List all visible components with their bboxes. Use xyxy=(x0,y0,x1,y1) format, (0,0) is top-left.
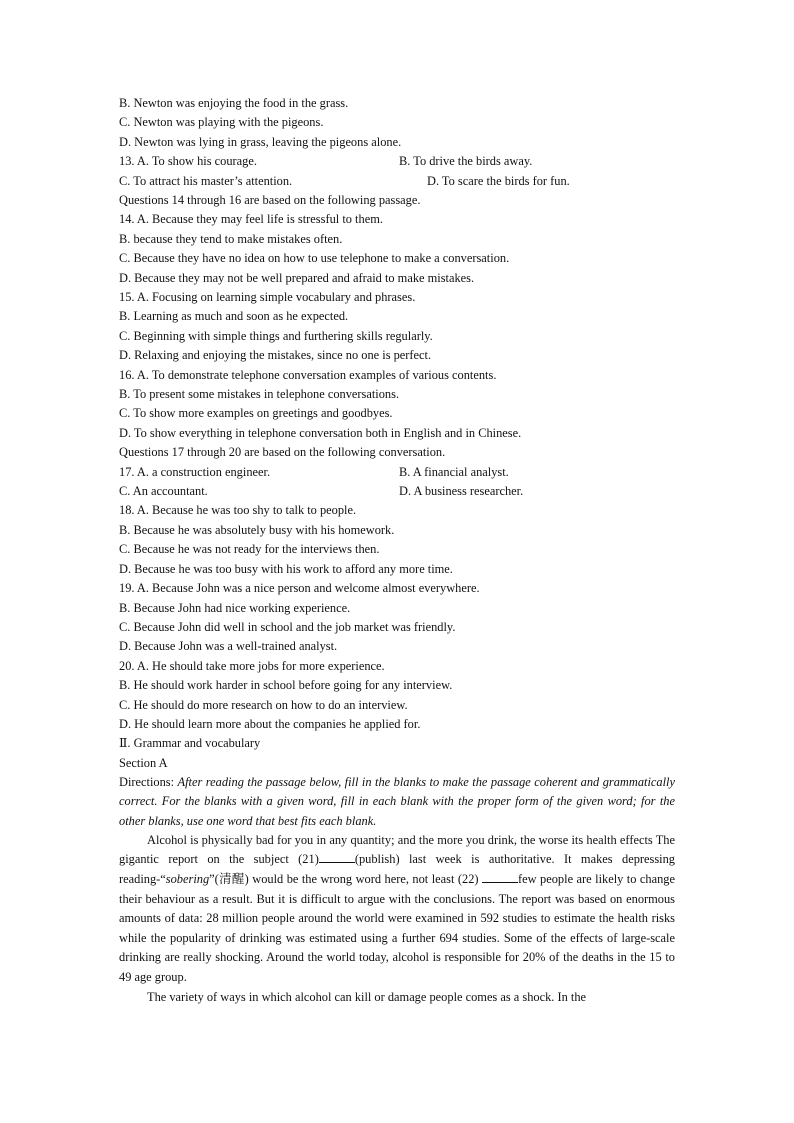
q19-option-b: B. Because John had nice working experience. xyxy=(119,600,351,615)
q16-option-d: D. To show everything in telephone conversation both in English and in Chinese. xyxy=(119,425,522,440)
q19-option-a: 19. A. Because John was a nice person and welcome almost everywhere. xyxy=(119,581,480,596)
q19-option-d: D. Because John was a well-trained analyst. xyxy=(119,639,338,654)
passage-paragraph-2 xyxy=(119,988,675,1008)
passage-word-sobering: sobering xyxy=(165,871,210,886)
directions-label: Directions: xyxy=(119,775,178,790)
q18-option-d: D. Because he was too busy with his work to afford any more time. xyxy=(119,561,453,576)
q17-option-d: D. A business researcher. xyxy=(399,484,524,499)
q16-option-c: C. To show more examples on greetings and goodbyes. xyxy=(119,406,393,421)
passage-text-1b: (publish) last week is authoritative. It makes depressing reading-“ xyxy=(119,852,675,886)
q15-option-d: D. Relaxing and enjoying the mistakes, since no one is perfect. xyxy=(119,348,432,363)
q18-option-c: C. Because he was not ready for the interviews then. xyxy=(119,542,380,557)
exam-page xyxy=(119,94,675,1007)
passage-text-1d: few people are likely to change their behaviour as a result. But it is difficult to argue with the conclusions. The report was based on enormous amounts of data: 28 million people around the world were examined in 592 studies to estimate the health risks while the popularity of drinking was estimated using a further 694 studies. Some of the effects of large-scale drinking are really shocking. Around the world today, alcohol is responsible for 20% of the deaths in the 15 to 49 age group. xyxy=(119,871,675,984)
q15-option-c: C. Beginning with simple things and furthering skills regularly. xyxy=(119,328,433,343)
q14-option-c: C. Because they have no idea on how to use telephone to make a conversation. xyxy=(119,251,510,266)
q18-option-b: B. Because he was absolutely busy with his homework. xyxy=(119,522,395,537)
q13-option-c: C. To attract his master’s attention. xyxy=(119,173,293,188)
q20-option-a: 20. A. He should take more jobs for more experience. xyxy=(119,658,385,673)
passage-text-1c: ”(清醒) would be the wrong word here, not least (22) xyxy=(209,871,482,886)
q14-option-b: B. because they tend to make mistakes often. xyxy=(119,231,343,246)
blank-21[interactable] xyxy=(319,851,355,863)
q13-option-a: 13. A. To show his courage. xyxy=(119,154,257,169)
q19-option-c: C. Because John did well in school and the job market was friendly. xyxy=(119,619,456,634)
section-heading: Ⅱ. Grammar and vocabulary xyxy=(119,736,261,751)
questions-14-16-intro: Questions 14 through 16 are based on the following passage. xyxy=(119,193,421,207)
q15-option-b: B. Learning as much and soon as he expected. xyxy=(119,309,349,324)
q18-option-a: 18. A. Because he was too shy to talk to people. xyxy=(119,503,357,518)
q20-option-b: B. He should work harder in school before going for any interview. xyxy=(119,678,453,693)
q13-option-d: D. To scare the birds for fun. xyxy=(427,173,570,188)
section-a-label: Section A xyxy=(119,755,168,770)
q17-row-1 xyxy=(119,463,675,482)
passage-text-2: The variety of ways in which alcohol can kill or damage people comes as a shock. In the xyxy=(147,989,587,1004)
q20-option-d: D. He should learn more about the companies he applied for. xyxy=(119,716,421,731)
passage-paragraph-1 xyxy=(119,831,675,988)
q12-option-b: B. Newton was enjoying the food in the grass. xyxy=(119,96,349,110)
q13-row-2 xyxy=(119,172,675,191)
q14-option-a: 14. A. Because they may feel life is stressful to them. xyxy=(119,212,383,227)
q14-option-d: D. Because they may not be well prepared and afraid to make mistakes. xyxy=(119,270,475,285)
q16-option-a: 16. A. To demonstrate telephone conversation examples of various contents. xyxy=(119,367,497,382)
q13-option-b: B. To drive the birds away. xyxy=(399,154,533,169)
q13-row-1 xyxy=(119,152,675,171)
questions-17-20-intro: Questions 17 through 20 are based on the following conversation. xyxy=(119,445,446,460)
q20-option-c: C. He should do more research on how to do an interview. xyxy=(119,697,408,712)
q17-row-2 xyxy=(119,482,675,501)
directions-text: After reading the passage below, fill in the blanks to make the passage coherent and grammatically correct. For the blanks with a given word, fill in each blank with the proper form of the given word; for the other blanks, use one word that best fits each blank. xyxy=(119,775,675,828)
q17-option-c: C. An accountant. xyxy=(119,484,208,499)
q12-option-d: D. Newton was lying in grass, leaving the pigeons alone. xyxy=(119,134,402,149)
q17-option-b: B. A financial analyst. xyxy=(399,464,509,479)
q15-option-a: 15. A. Focusing on learning simple vocabulary and phrases. xyxy=(119,290,416,305)
q16-option-b: B. To present some mistakes in telephone conversations. xyxy=(119,387,400,402)
q12-option-c: C. Newton was playing with the pigeons. xyxy=(119,115,324,130)
passage-text-1a: Alcohol is physically bad for you in any quantity; and the more you drink, the worse its health effects The gigantic report on the subject (21) xyxy=(119,832,675,867)
directions xyxy=(119,773,675,831)
q17-option-a: 17. A. a construction engineer. xyxy=(119,464,271,479)
blank-22[interactable] xyxy=(482,871,518,883)
